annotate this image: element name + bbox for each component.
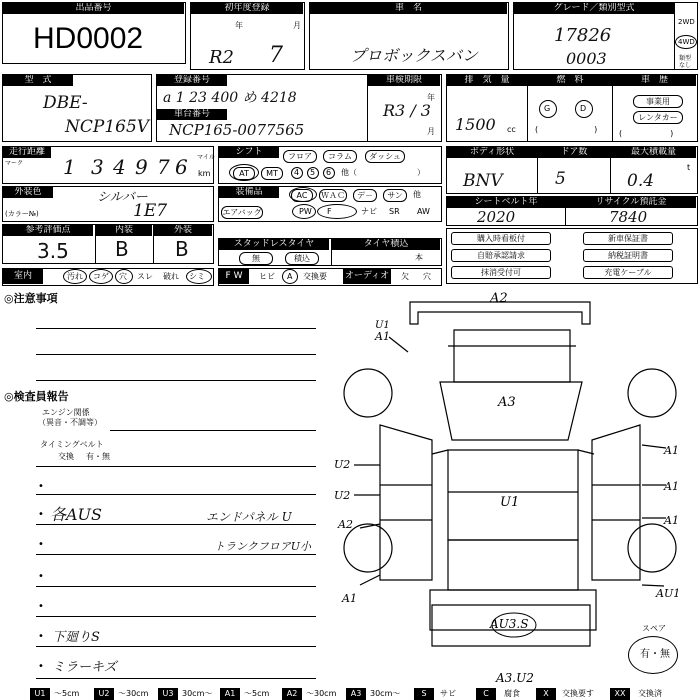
first-registration-header: 初年度登録	[191, 3, 303, 14]
mileage-header: 走行距離	[3, 147, 51, 158]
interior-condition-box: 室内 汚れ コゲ 穴 スレ 破れ シミ	[2, 268, 214, 286]
equipment-header: 装備品	[219, 187, 279, 198]
equip-de: デ－	[353, 189, 377, 202]
first-registration-box	[190, 2, 305, 70]
displacement-value: 1500	[455, 115, 496, 134]
mileage-unit-mile: マイル	[197, 154, 215, 161]
car-name-value: プロボックスバン	[350, 46, 478, 65]
spare-value: 有・無	[640, 649, 670, 660]
shaken-header: 車検期限	[368, 75, 440, 86]
engine-label-sub: （異音・不調等）	[38, 418, 102, 427]
registration-box	[156, 74, 442, 142]
notes-header: ◎注意事項	[4, 292, 58, 305]
mileage-digit: 1	[63, 155, 76, 179]
diagram-label: U2	[334, 458, 351, 471]
engine-label: エンジン関係	[42, 408, 90, 417]
first-reg-month: 7	[269, 43, 283, 68]
equipment-box	[218, 186, 442, 222]
inspector-header: ◎検査員報告	[4, 390, 69, 403]
seatbelt-value: 2020	[477, 208, 516, 226]
interior-value: B	[115, 237, 129, 261]
recycle-header: リサイクル預託金	[566, 197, 696, 208]
grade-value: 17826	[554, 25, 612, 46]
equip-aw: AW	[417, 207, 430, 216]
timing-options: 有・無	[86, 452, 110, 461]
car-name-box	[309, 2, 509, 70]
history-rental: レンタカー	[633, 111, 683, 124]
body-type-value: BNV	[463, 171, 503, 191]
equip-sun: サン	[383, 189, 407, 202]
inspector-note-2: エンドパネル U	[206, 510, 292, 524]
timing-belt-label: タイミングベルト	[40, 440, 104, 449]
diagram-label: U1	[500, 495, 520, 510]
shift-other: 他（	[341, 168, 357, 177]
model-header: 型 式	[3, 75, 73, 86]
shift-at: AT	[233, 167, 255, 180]
score-box	[2, 224, 214, 264]
inspector-note-1: 各AUS	[50, 505, 103, 524]
recycle-value: 7840	[609, 208, 648, 226]
history-header: 車 歴	[613, 75, 696, 86]
equip-sr: SR	[389, 207, 400, 216]
doc-charging-cable: 充電ケーブル	[583, 266, 673, 279]
chassis-header: 車台番号	[157, 109, 227, 120]
diagram-label: A3.U2	[496, 671, 534, 685]
color-box	[2, 186, 214, 222]
displacement-header: 排 気 量	[447, 75, 527, 86]
mileage-digit: 3	[91, 155, 104, 179]
diagram-label: A1	[664, 514, 679, 527]
body-box	[446, 146, 698, 194]
color-header: 外装色	[3, 187, 53, 198]
exterior-value: B	[175, 237, 189, 261]
legend-bar: U1 ～5cm U2 ～30cm U3 30cm～ A1 ～5cm A2 ～30cm A3 30cm～ S サビ C 腐食 X 交換要す XX 交換済	[30, 688, 700, 700]
equip-f: F	[327, 207, 332, 216]
diagram-label: A1	[342, 592, 357, 605]
drive-2wd: 2WD	[678, 18, 695, 26]
seatbelt-box	[446, 196, 698, 226]
equip-wac: ＷＡＣ	[321, 191, 345, 200]
mileage-box	[2, 146, 214, 184]
history-business: 事業用	[633, 95, 683, 108]
displacement-unit: cc	[507, 125, 516, 134]
shift-floor: フロア	[283, 150, 317, 163]
studless-loaded: 積込	[285, 252, 319, 265]
doc-insurance-claim: 自賠承認請求	[451, 249, 551, 262]
shift-dash: ダッシュ	[365, 150, 405, 163]
diagram-label: A2	[490, 291, 508, 306]
first-reg-era: R2	[209, 47, 235, 68]
diagram-label: U1	[375, 320, 390, 331]
diagram-label: AU3.S	[490, 617, 529, 631]
lot-number-header: 出品番号	[3, 3, 184, 14]
shift-column: コラム	[323, 150, 357, 163]
exterior-header: 外装	[154, 225, 212, 236]
studless-box	[218, 238, 442, 266]
model-value-top: DBE-	[43, 93, 88, 113]
drive-4wd: 4WD	[678, 38, 695, 46]
interior-header: 内装	[96, 225, 152, 236]
lot-number-value: HD0002	[33, 22, 144, 55]
tire-load-unit: 本	[415, 253, 423, 262]
inspector-note-5: ミラーキズ	[52, 660, 117, 675]
fuel-d-label: D	[580, 104, 587, 113]
car-name-header: 車 名	[310, 3, 507, 14]
color-code-value: 1E7	[133, 201, 168, 221]
doc-new-car-warranty: 新車保証書	[583, 232, 673, 245]
studless-header: スタッドレスタイヤ	[219, 239, 329, 250]
inspector-note-4: 下廻りS	[52, 630, 100, 645]
mileage-mark-label: マーク	[5, 160, 24, 167]
audio-header: オーディオ	[343, 269, 391, 284]
equip-navi: ナビ	[361, 207, 377, 216]
lot-number-box	[2, 2, 186, 64]
equip-ac: AC	[291, 189, 313, 202]
first-reg-month-label: 月	[293, 21, 301, 30]
spec-box: 排 気 量 1500 cc 燃 料 G D ( ) 車 歴 事業用 レンタカー ( )	[446, 74, 698, 142]
grade-header: グレード／類別型式	[514, 3, 674, 14]
diagram-label: A3	[498, 395, 516, 410]
mileage-digit: 7	[157, 155, 170, 179]
body-type-header: ボディ形状	[447, 147, 537, 158]
studless-none: 無	[239, 252, 273, 265]
docs-box	[446, 228, 698, 284]
equip-airbag: エアバッグ	[222, 208, 262, 217]
drive-other: 類型なし	[679, 55, 692, 69]
doors-value: 5	[555, 169, 566, 189]
tire-load-header: タイヤ積込	[332, 239, 440, 250]
doc-deregistration: 抹消受付可	[451, 266, 551, 279]
grade-box	[513, 2, 698, 70]
registration-header: 登録番号	[157, 75, 227, 86]
mileage-digit: 6	[175, 155, 188, 179]
diagram-label: AU1	[656, 587, 681, 600]
interior-condition-header: 室内	[3, 269, 43, 284]
shift-box: シフト フロア コラム ダッシュ AT MT 4 5 6 他（ ）	[218, 146, 442, 184]
doc-tax-certificate: 納税証明書	[583, 249, 673, 262]
model-value-bottom: NCP165V	[65, 117, 150, 137]
equip-other: 他	[413, 190, 421, 199]
seatbelt-header: シートベルト年	[447, 197, 565, 208]
diagram-label: A2	[338, 518, 353, 531]
shaken-month-label: 月	[427, 127, 435, 136]
diagram-label: A1	[664, 480, 679, 493]
shift-header: シフト	[219, 147, 279, 158]
spare-label: スペア	[642, 624, 666, 633]
mileage-digit: 4	[113, 155, 126, 179]
shaken-value: R3 / 3	[383, 101, 431, 120]
capacity-unit: t	[687, 163, 691, 172]
chassis-value: NCP165-0077565	[169, 121, 305, 139]
diagram-label: A1	[375, 330, 390, 343]
equip-pw: PW	[299, 207, 312, 216]
shaken-year-label: 年	[427, 93, 435, 102]
color-code-label: (カラー№)	[5, 210, 39, 218]
mileage-unit-km: km	[198, 169, 211, 178]
grade-value-2: 0003	[566, 49, 607, 68]
capacity-header: 最大積載量	[611, 147, 696, 158]
mileage-digit: 9	[135, 155, 148, 179]
shift-mt: MT	[261, 167, 283, 180]
color-value: シルバー	[97, 190, 148, 205]
diagram-label: A1	[664, 444, 679, 457]
registration-value: a 1 23 400 め 4218	[163, 90, 297, 106]
first-reg-year-label: 年	[235, 21, 243, 30]
score-header: 参考評価点	[3, 225, 93, 236]
capacity-value: 0.4	[627, 171, 655, 191]
model-box	[2, 74, 152, 142]
doors-header: ドア数	[538, 147, 610, 158]
diagram-label: U2	[334, 489, 351, 502]
fw-header: F W	[219, 269, 249, 284]
inspector-note-3: トランクフロアU小	[214, 540, 312, 553]
doc-purchase-sign: 購入時看板付	[451, 232, 551, 245]
timing-exchange-label: 交換	[58, 452, 74, 461]
fuel-header: 燃 料	[528, 75, 612, 86]
score-value: 3.5	[37, 239, 69, 263]
fuel-g-label: G	[544, 104, 551, 113]
fw-box: F W ヒビ A 交換要 オーディオ 欠 穴	[218, 268, 442, 286]
